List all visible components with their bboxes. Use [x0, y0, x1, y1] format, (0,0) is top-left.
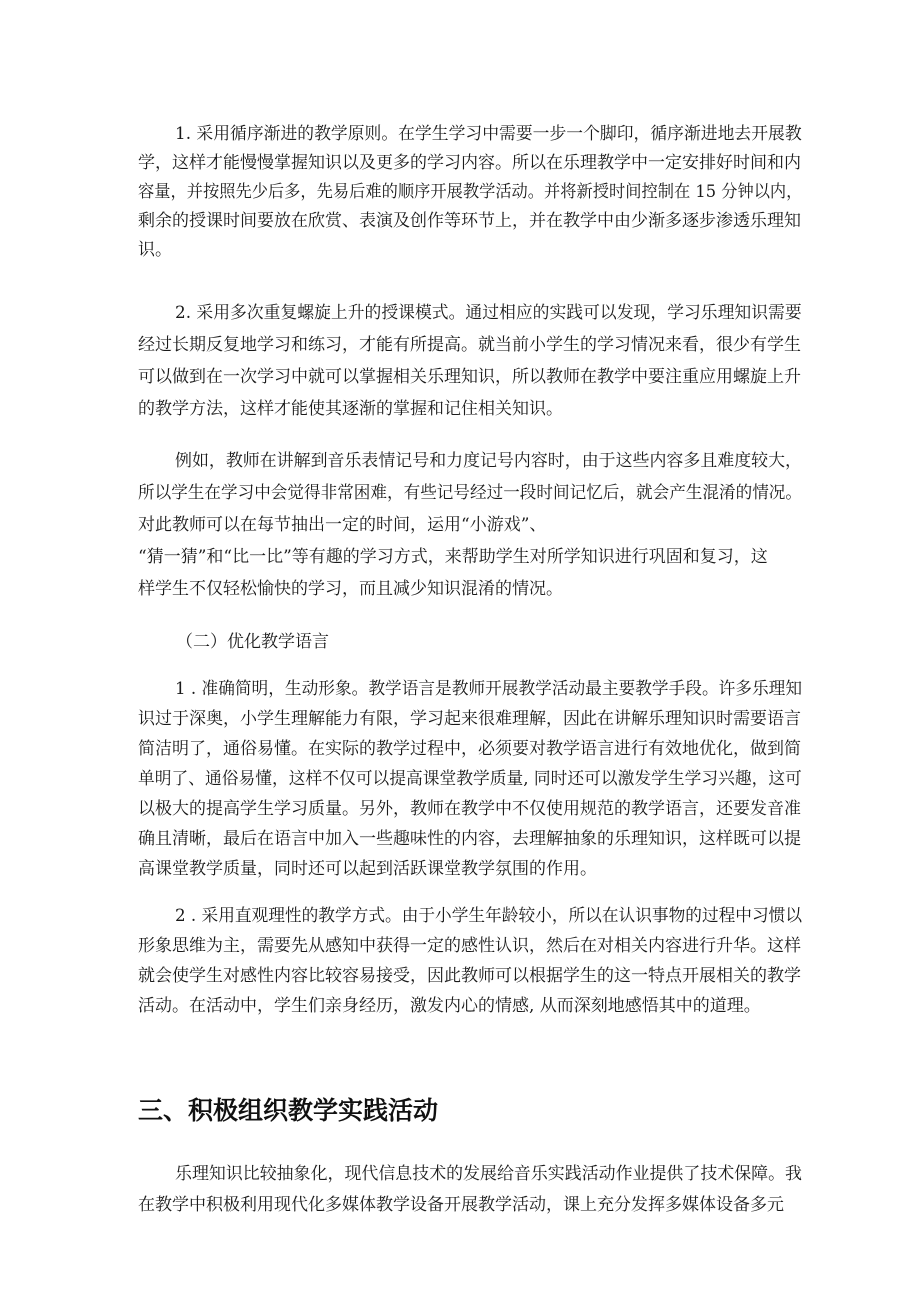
text-line: 样学生不仅轻松愉快的学习，而且减少知识混淆的情况。 [138, 579, 563, 599]
text-line: 1 . 准确简明，生动形象。教学语言是教师开展教学活动最主要教学手段。许多乐理知 [175, 679, 803, 699]
text-line: 1. 采用循序渐进的教学原则。在学生学习中需要一步一个脚印，循序渐进地去开展教 [175, 124, 802, 144]
text-line: 经过长期反复地学习和练习，才能有所提高。就当前小学生的学习情况来看，很少有学生 [138, 335, 801, 355]
text-line: 活动。在活动中，学生们亲身经历，激发内心的情感, 从而深刻地感悟其中的道理。 [138, 996, 761, 1016]
text-line: 的教学方法，这样才能使其逐渐的掌握和记住相关知识。 [138, 399, 563, 419]
section-heading: 三、积极组织教学实践活动 [138, 1096, 439, 1125]
text-line: 识过于深奥，小学生理解能力有限，学习起来很难理解，因此在讲解乐理知识时需要语言 [138, 709, 801, 729]
text-line: 在教学中积极利用现代化多媒体教学设备开展教学活动，课上充分发挥多媒体设备多元 [138, 1195, 784, 1215]
text-line: “猜一猜”和“比一比”等有趣的学习方式，来帮助学生对所学知识进行巩固和复习，这 [138, 547, 768, 567]
text-line: 剩余的授课时间要放在欣赏、表演及创作等环节上，并在教学中由少渐多逐步渗透乐理知 [138, 211, 801, 231]
text-line: 单明了、通俗易懂，这样不仅可以提高课堂教学质量, 同时还可以激发学生学习兴趣，这可 [138, 769, 802, 789]
text-line: 所以学生在学习中会觉得非常困难，有些记号经过一段时间记忆后，就会产生混淆的情况。 [138, 483, 802, 503]
text-line: 形象思维为主，需要先从感知中获得一定的感性认识，然后在对相关内容进行升华。这样 [138, 936, 801, 956]
text-line: 2 . 采用直观理性的教学方式。由于小学生年龄较小，所以在认识事物的过程中习惯以 [175, 906, 803, 926]
text-line: 乐理知识比较抽象化，现代信息技术的发展给音乐实践活动作业提供了技术保障。我 [175, 1164, 802, 1184]
text-line: 识。 [138, 240, 172, 260]
text-line: 对此教师可以在每节抽出一定的时间，运用“小游戏”、 [138, 515, 547, 535]
text-line: 可以做到在一次学习中就可以掌握相关乐理知识，所以教师在教学中要注重应用螺旋上升 [138, 367, 801, 387]
text-line: 就会使学生对感性内容比较容易接受，因此教师可以根据学生的这一特点开展相关的教学 [138, 966, 801, 986]
text-line: 确且清晰，最后在语言中加入一些趣味性的内容，去理解抽象的乐理知识，这样既可以提 [138, 829, 801, 849]
text-line: 容量，并按照先少后多，先易后难的顺序开展教学活动。并将新授时间控制在 15 分钟以内， [138, 182, 803, 202]
subheading-text: （二）优化教学语言 [176, 632, 329, 652]
text-line: 以极大的提高学生学习质量。另外，教师在教学中不仅使用规范的教学语言，还要发音准 [138, 799, 801, 819]
text-line: 简洁明了，通俗易懂。在实际的教学过程中，必须要对教学语言进行有效地优化，做到简 [138, 739, 801, 759]
text-line: 高课堂教学质量，同时还可以起到活跃课堂教学氛围的作用。 [138, 859, 597, 879]
text-line: 2. 采用多次重复螺旋上升的授课模式。通过相应的实践可以发现，学习乐理知识需要 [175, 303, 802, 323]
text-line: 学，这样才能慢慢掌握知识以及更多的学习内容。所以在乐理教学中一定安排好时间和内 [138, 153, 801, 173]
text-line: 例如，教师在讲解到音乐表情记号和力度记号内容时，由于这些内容多且难度较大， [175, 451, 802, 471]
